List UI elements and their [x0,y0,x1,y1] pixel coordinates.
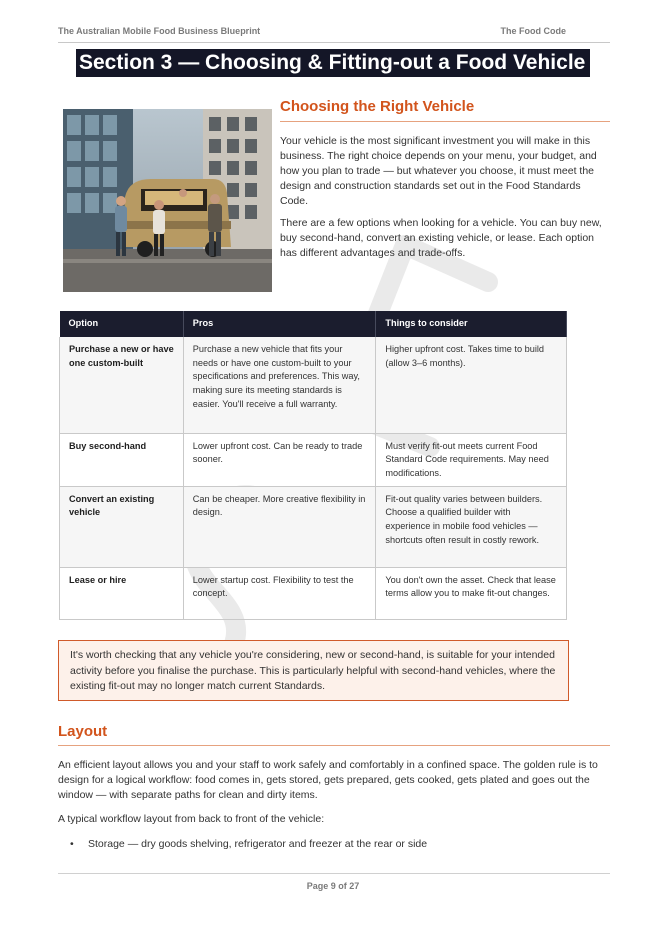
list-item-text: Storage — dry goods shelving, refrigerator and freezer at the rear or side [88,838,428,850]
vehicle-paragraph-1: Your vehicle is the most significant investment you will make in this business. The right choice depends on your menu, your budget, and how you plan to trade — but whatever you choose, it must meet the design and construction standards set out in the Food Standards Code. [280,135,597,207]
column-header-considerations: Things to consider [376,311,567,337]
considerations-cell: Must verify fit-out meets current Food Standard Code requirements. May need modifications. [376,433,567,486]
chapter-title: The Food Code [500,26,566,36]
document-title: The Australian Mobile Food Business Blueprint [58,26,261,36]
heading-rule [58,745,610,746]
pros-cell: Lower upfront cost. Can be ready to trade sooner. [183,433,376,486]
food-vehicle-photo [63,109,272,292]
bullet-icon: • [70,838,74,850]
tip-callout: It's worth checking that any vehicle you're considering, new or second-hand, is suitable for your intended activity before you finalise the purchase. This is particularly helpful with second-hand vehicles, where the existing fit-out may no longer match current Standards. [58,640,569,701]
option-cell: Purchase a new or have one custom-built [60,337,184,433]
pros-cell: Can be cheaper. More creative flexibility in design. [183,486,376,567]
considerations-cell: You don't own the asset. Check that lease terms allow you to make fit-out changes. [376,567,567,619]
option-cell: Buy second-hand [60,433,184,486]
layout-paragraph-1: An efficient layout allows you and your staff to work safely and comfortably in a confined space. The golden rule is to design for a logical workflow: food comes in, gets stored, gets prepared, gets cooked, gets plated and goes out the window — with separate paths for clean and dirty items. [58,759,598,801]
vehicle-options-table [59,311,567,620]
pros-cell: Lower startup cost. Flexibility to test the concept. [183,567,376,619]
column-header-option: Option [60,311,184,337]
section-title: Section 3 — Choosing & Fitting-out a Food Vehicle [76,49,590,77]
footer-rule [58,873,610,874]
layout-paragraph-2: A typical workflow layout from back to front of the vehicle: [58,813,325,825]
page-header [58,24,610,43]
table-header-row [60,311,567,337]
page-number: Page 9 of 27 [306,881,360,891]
pros-cell: Purchase a new vehicle that fits your needs or have one custom-built to your specifications and preferences. This way, making sure its meeting standards is easier. You'll receive a full warranty. [183,337,376,433]
table-row [60,567,567,619]
considerations-cell: Higher upfront cost. Takes time to build (allow 3–6 months). [376,337,567,433]
table-row [60,433,567,486]
considerations-cell: Fit-out quality varies between builders. Choose a qualified builder with experience in mobile food vehicles — shortcuts often result in costly rework. [376,486,567,567]
layout-heading: Layout [58,723,108,740]
option-cell: Lease or hire [60,567,184,619]
vehicle-paragraph-2: There are a few options when looking for a vehicle. You can buy new, buy second-hand, convert an existing vehicle, or lease. Each option has different advantages and trade-offs. [280,217,602,259]
table-row [60,337,567,433]
heading-rule [280,121,610,122]
column-header-pros: Pros [183,311,376,337]
vehicle-heading: Choosing the Right Vehicle [280,98,475,115]
option-cell: Convert an existing vehicle [60,486,184,567]
table-row [60,486,567,567]
